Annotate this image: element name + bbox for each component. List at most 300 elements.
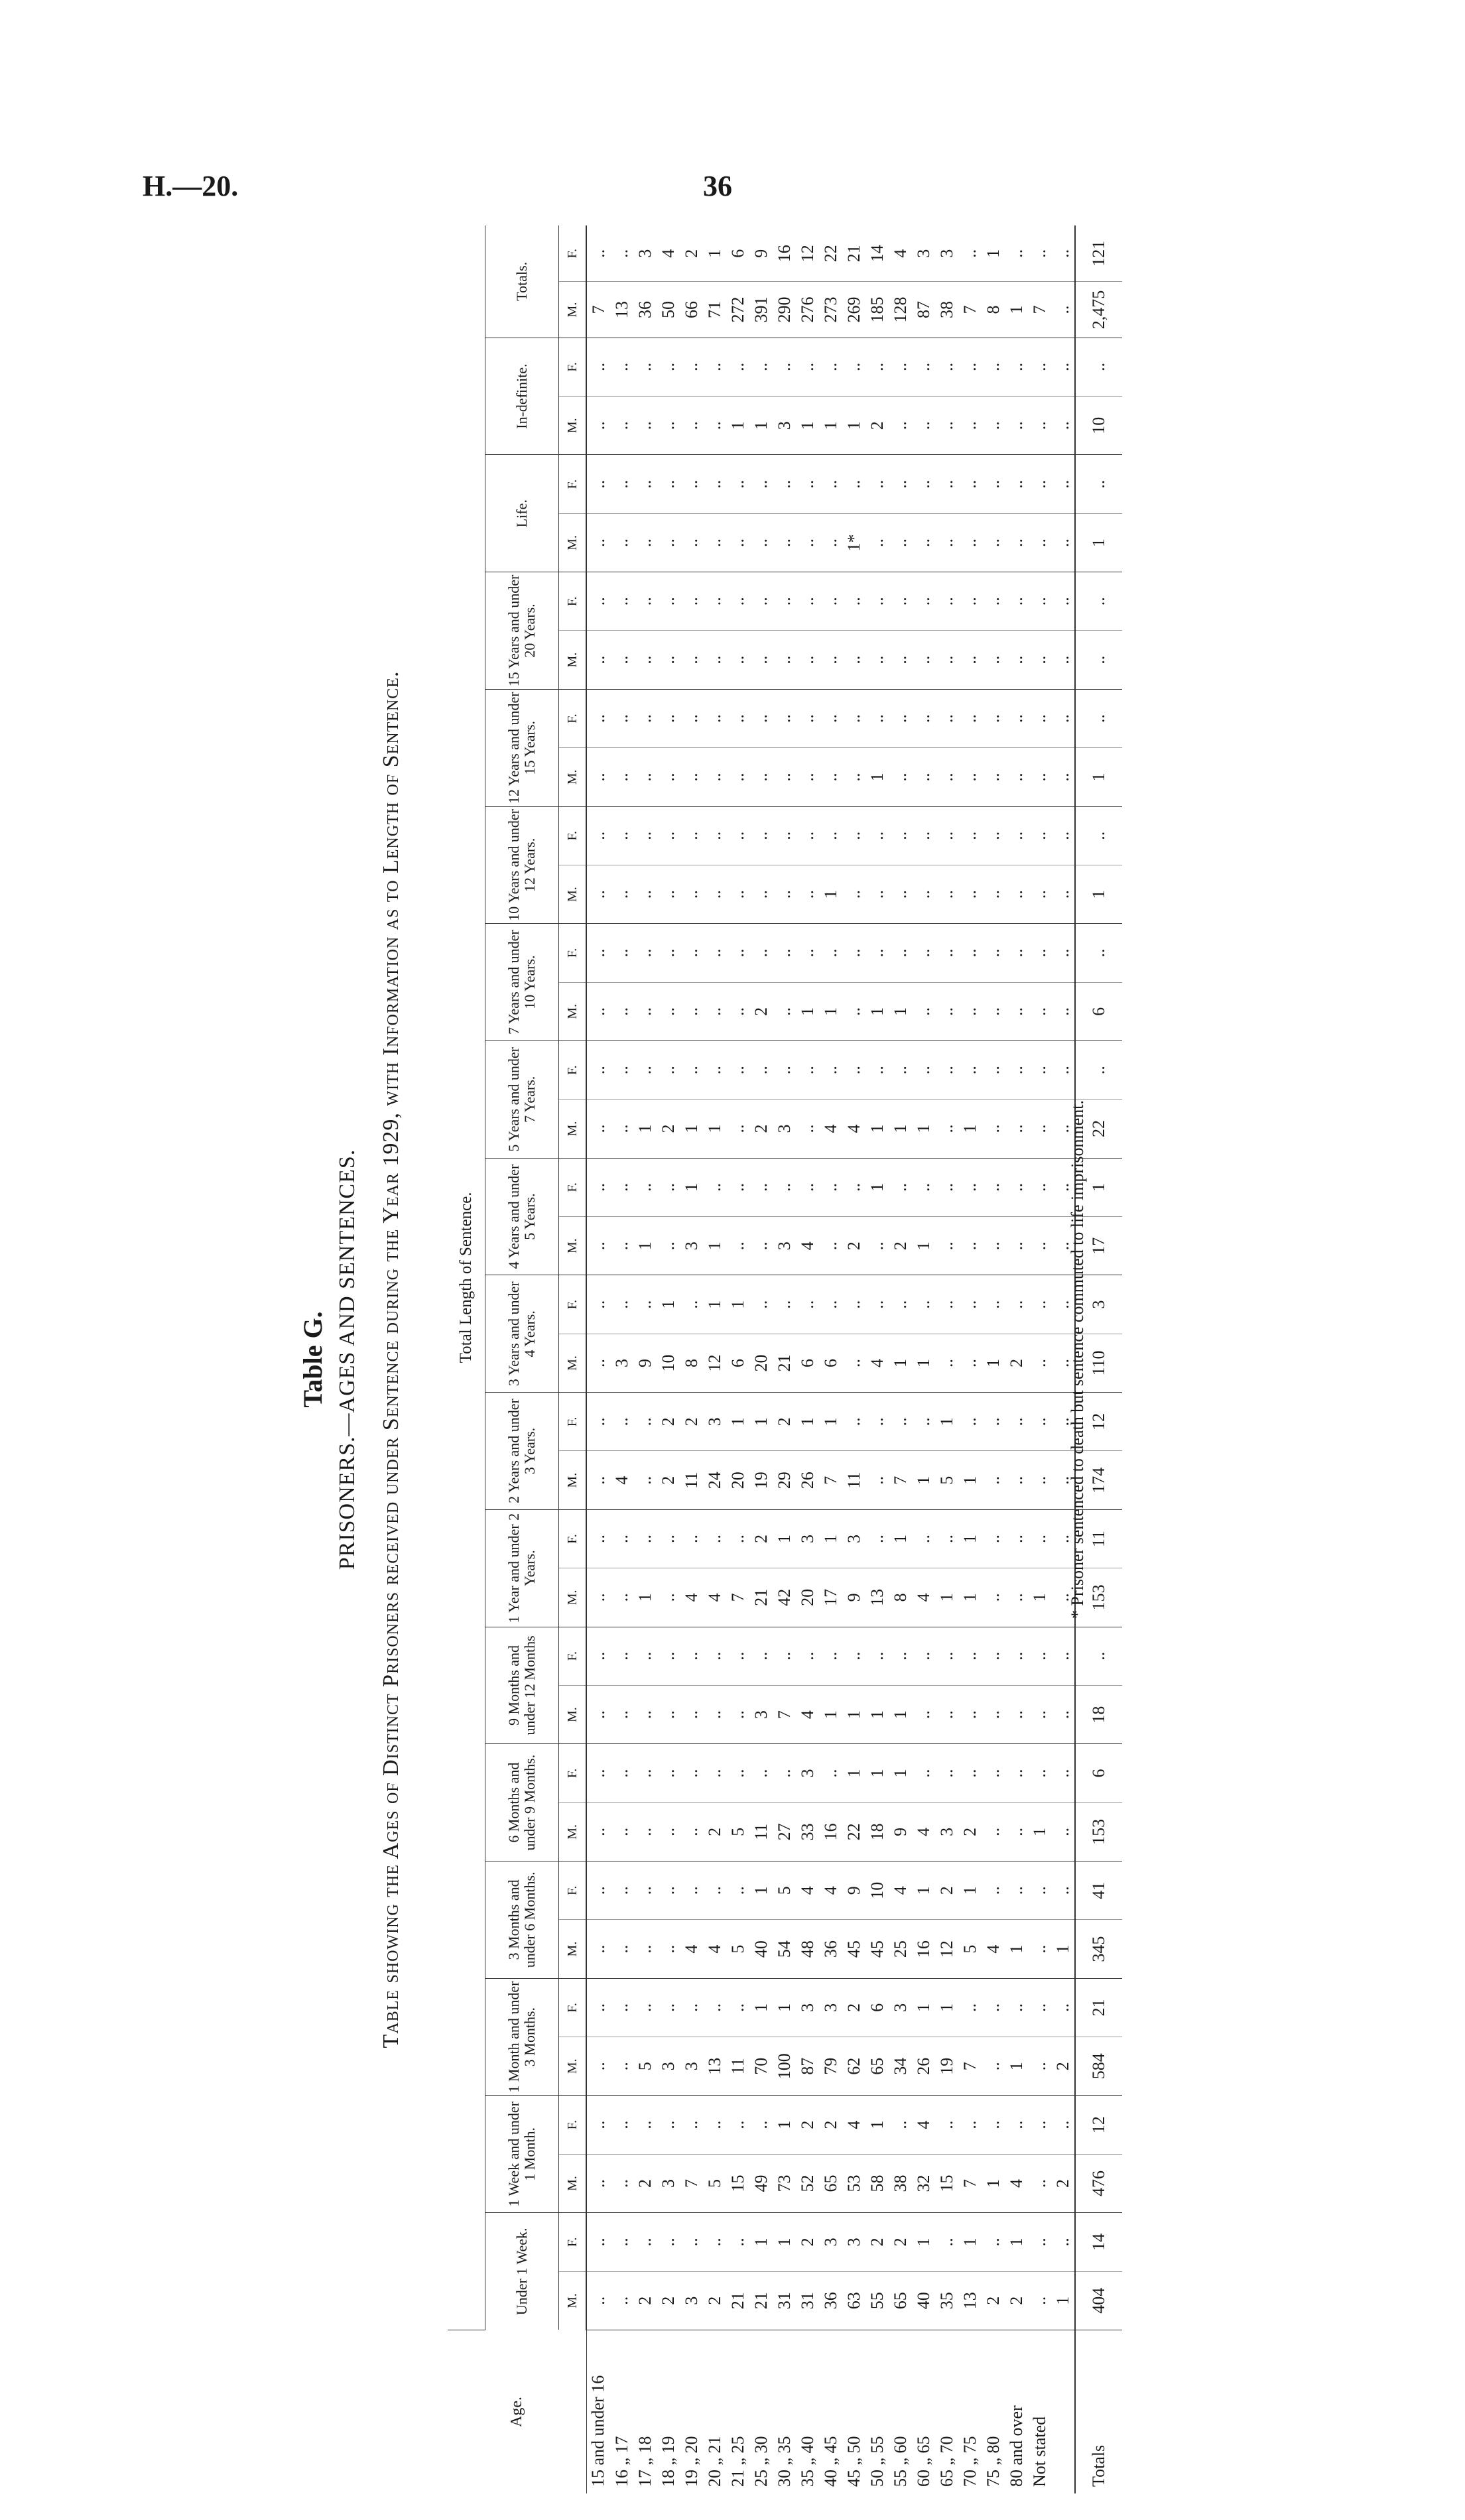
- table-cell: ..: [865, 572, 889, 631]
- table-cell: ..: [1028, 2213, 1051, 2271]
- table-row: [819, 225, 842, 2493]
- age-header: Age.: [448, 2330, 586, 2493]
- table-row: [610, 225, 633, 2493]
- totals-cell: 345: [1075, 1920, 1122, 1978]
- table-cell: 9: [889, 1802, 912, 1861]
- table-cell: ..: [749, 806, 773, 865]
- table-cell: ..: [703, 982, 726, 1040]
- table-cell: ..: [912, 1627, 935, 1685]
- table-cell: 6: [726, 1334, 749, 1392]
- female-subheader: F.: [559, 338, 587, 396]
- table-row: [842, 225, 865, 2493]
- table-cell: ..: [889, 513, 912, 572]
- female-subheader: F.: [559, 1744, 587, 1802]
- table-cell: 3: [842, 2213, 865, 2271]
- table-cell: 1: [726, 1275, 749, 1334]
- table-cell: ..: [586, 572, 610, 631]
- table-row: [1028, 225, 1051, 2493]
- table-cell: ..: [819, 338, 842, 396]
- age-cell: 19 „ 20: [681, 2436, 701, 2487]
- table-cell: ..: [680, 748, 703, 806]
- table-cell: 66: [680, 282, 703, 338]
- table-cell: 1: [749, 2213, 773, 2271]
- table-cell: ..: [586, 1685, 610, 1743]
- table-cell: ..: [912, 1158, 935, 1216]
- table-cell: 1: [703, 1275, 726, 1334]
- table-cell: 13: [865, 1568, 889, 1627]
- column-header: Under 1 Week.: [485, 2213, 559, 2330]
- table-cell: ..: [1051, 338, 1075, 396]
- table-cell: ..: [610, 1217, 633, 1275]
- table-cell: 8: [680, 1334, 703, 1392]
- male-subheader: M.: [559, 748, 587, 806]
- table-cell: ..: [889, 1393, 912, 1451]
- table-cell: ..: [935, 1627, 958, 1685]
- table-cell: 2: [1051, 2154, 1075, 2212]
- table-cell: ..: [1005, 1978, 1028, 2037]
- table-cell: ..: [1028, 1334, 1051, 1392]
- table-cell: 5: [726, 1920, 749, 1978]
- table-cell: 1: [796, 1393, 819, 1451]
- table-cell: ..: [935, 2096, 958, 2154]
- table-cell: 4: [912, 1802, 935, 1861]
- table-cell: ..: [726, 924, 749, 982]
- table-cell: ..: [958, 1158, 982, 1216]
- table-cell: ..: [703, 572, 726, 631]
- table-cell: ..: [1005, 1802, 1028, 1861]
- table-cell: ..: [1051, 1509, 1075, 1568]
- table-cell: ..: [657, 455, 680, 513]
- table-cell: ..: [680, 455, 703, 513]
- table-cell: ..: [749, 455, 773, 513]
- table-cell: 8: [889, 1568, 912, 1627]
- male-subheader: M.: [559, 1802, 587, 1861]
- table-cell: 40: [749, 1920, 773, 1978]
- table-cell: 6: [726, 225, 749, 282]
- table-cell: 1: [819, 1393, 842, 1451]
- table-cell: ..: [958, 2096, 982, 2154]
- table-cell: ..: [773, 631, 796, 689]
- table-cell: ..: [1005, 572, 1028, 631]
- table-cell: ..: [703, 631, 726, 689]
- table-cell: ..: [982, 1802, 1005, 1861]
- table-cell: 45: [842, 1920, 865, 1978]
- age-cell: 25 „ 30: [751, 2436, 771, 2487]
- table-cell: ..: [1005, 1158, 1028, 1216]
- table-cell: ..: [657, 1861, 680, 1920]
- table-cell: ..: [633, 513, 657, 572]
- table-cell: 1: [749, 1978, 773, 2037]
- table-cell: ..: [865, 1217, 889, 1275]
- table-cell: ..: [1028, 631, 1051, 689]
- table-cell: 7: [958, 282, 982, 338]
- table-cell: ..: [982, 1158, 1005, 1216]
- table-cell: ..: [680, 631, 703, 689]
- table-cell: ..: [796, 924, 819, 982]
- table-cell: ..: [657, 631, 680, 689]
- table-cell: 3: [889, 1978, 912, 2037]
- table-cell: ..: [657, 1568, 680, 1627]
- table-cell: ..: [703, 455, 726, 513]
- table-cell: ..: [935, 1334, 958, 1392]
- table-cell: 20: [749, 1334, 773, 1392]
- table-cell: 1: [796, 397, 819, 455]
- age-cell: 20 „ 21: [704, 2436, 724, 2487]
- table-cell: ..: [586, 1158, 610, 1216]
- table-cell: ..: [633, 1451, 657, 1509]
- table-cell: ..: [958, 1978, 982, 2037]
- table-cell: 1: [1005, 2213, 1028, 2271]
- table-cell: ..: [586, 397, 610, 455]
- table-cell: ..: [657, 1978, 680, 2037]
- table-cell: ..: [1005, 1861, 1028, 1920]
- table-cell: 1: [749, 1393, 773, 1451]
- table-cell: 100: [773, 2037, 796, 2096]
- table-cell: ..: [1005, 1568, 1028, 1627]
- table-cell: ..: [889, 572, 912, 631]
- table-cell: 1: [842, 397, 865, 455]
- table-cell: ..: [657, 1509, 680, 1568]
- table-cell: ..: [958, 1744, 982, 1802]
- age-cell: 35 „ 40: [797, 2436, 817, 2487]
- table-cell: ..: [633, 1685, 657, 1743]
- table-cell: 9: [842, 1861, 865, 1920]
- table-cell: ..: [749, 1158, 773, 1216]
- table-cell: ..: [842, 806, 865, 865]
- table-cell: ..: [1051, 2096, 1075, 2154]
- table-cell: ..: [958, 513, 982, 572]
- table-cell: 21: [773, 1334, 796, 1392]
- table-cell: 9: [842, 1568, 865, 1627]
- table-cell: ..: [610, 1627, 633, 1685]
- table-cell: 3: [610, 1334, 633, 1392]
- table-cell: ..: [958, 455, 982, 513]
- table-cell: ..: [610, 1275, 633, 1334]
- table-cell: ..: [610, 865, 633, 923]
- table-cell: ..: [819, 748, 842, 806]
- table-cell: 276: [796, 282, 819, 338]
- table-cell: ..: [773, 806, 796, 865]
- table-cell: 19: [935, 2037, 958, 2096]
- female-subheader: F.: [559, 2096, 587, 2154]
- table-cell: ..: [610, 1509, 633, 1568]
- table-cell: ..: [657, 748, 680, 806]
- table-cell: ..: [610, 2213, 633, 2271]
- table-cell: ..: [773, 748, 796, 806]
- table-cell: 4: [680, 1920, 703, 1978]
- table-cell: 1: [982, 225, 1005, 282]
- female-subheader: F.: [559, 924, 587, 982]
- table-cell: 1: [889, 1685, 912, 1743]
- table-cell: 18: [865, 1802, 889, 1861]
- male-subheader: M.: [559, 982, 587, 1040]
- table-cell: ..: [1051, 2213, 1075, 2271]
- table-cell: ..: [912, 748, 935, 806]
- table-cell: ..: [982, 2096, 1005, 2154]
- table-cell: ..: [680, 689, 703, 747]
- table-cell: ..: [842, 1334, 865, 1392]
- table-row: [912, 225, 935, 2493]
- table-cell: ..: [610, 1920, 633, 1978]
- table-cell: ..: [749, 513, 773, 572]
- totals-cell: 1: [1075, 1158, 1122, 1216]
- table-cell: ..: [982, 1275, 1005, 1334]
- table-cell: 2: [680, 1393, 703, 1451]
- table-cell: 7: [726, 1568, 749, 1627]
- table-cell: ..: [703, 338, 726, 396]
- table-cell: 19: [749, 1451, 773, 1509]
- table-cell: 4: [865, 1334, 889, 1392]
- table-cell: 2: [865, 397, 889, 455]
- table-cell: 5: [703, 2154, 726, 2212]
- table-cell: ..: [633, 1275, 657, 1334]
- age-cell: 75 „ 80: [983, 2436, 1003, 2487]
- age-cell: 80 and over: [1006, 2405, 1026, 2487]
- table-cell: ..: [842, 631, 865, 689]
- table-cell: ..: [657, 1920, 680, 1978]
- column-header: 10 Years and under 12 Years.: [485, 806, 559, 924]
- table-cell: ..: [586, 1451, 610, 1509]
- table-cell: 3: [819, 1978, 842, 2037]
- table-cell: ..: [586, 1744, 610, 1802]
- table-cell: 38: [935, 282, 958, 338]
- table-cell: 4: [912, 2096, 935, 2154]
- table-cell: 16: [912, 1920, 935, 1978]
- table-cell: ..: [726, 338, 749, 396]
- table-cell: 1: [958, 1568, 982, 1627]
- table-cell: 3: [657, 2037, 680, 2096]
- table-cell: ..: [586, 1334, 610, 1392]
- table-cell: ..: [1028, 982, 1051, 1040]
- table-cell: 34: [889, 2037, 912, 2096]
- table-cell: 4: [796, 1861, 819, 1920]
- table-cell: ..: [819, 1158, 842, 1216]
- table-row: [749, 225, 773, 2493]
- table-row: [586, 225, 610, 2493]
- table-cell: ..: [1051, 924, 1075, 982]
- table-cell: 1: [680, 1158, 703, 1216]
- table-cell: ..: [889, 1275, 912, 1334]
- totals-cell: ..: [1075, 631, 1122, 689]
- table-cell: 3: [773, 397, 796, 455]
- table-cell: 13: [610, 282, 633, 338]
- table-cell: 1: [726, 1393, 749, 1451]
- table-description: Table showing the Ages of Distinct Prisoners received under Sentence during the Year 1929, with Information as to Length of Sentence.: [379, 670, 403, 2048]
- table-cell: ..: [657, 1158, 680, 1216]
- table-cell: ..: [610, 455, 633, 513]
- totals-cell: ..: [1075, 1040, 1122, 1099]
- table-cell: ..: [935, 1744, 958, 1802]
- table-cell: 1: [773, 1509, 796, 1568]
- table-cell: 128: [889, 282, 912, 338]
- table-cell: ..: [1051, 865, 1075, 923]
- age-cell: 17 „ 18: [635, 2436, 655, 2487]
- male-subheader: M.: [559, 513, 587, 572]
- table-cell: ..: [726, 1627, 749, 1685]
- table-cell: ..: [749, 1275, 773, 1334]
- table-cell: ..: [935, 1100, 958, 1158]
- table-cell: ..: [586, 1217, 610, 1275]
- table-cell: ..: [982, 689, 1005, 747]
- table-cell: ..: [958, 1275, 982, 1334]
- column-header: Life.: [485, 455, 559, 572]
- table-cell: 1: [958, 1451, 982, 1509]
- column-header: 2 Years and under 3 Years.: [485, 1393, 559, 1510]
- male-subheader: M.: [559, 1568, 587, 1627]
- table-cell: ..: [982, 1509, 1005, 1568]
- table-cell: ..: [1005, 1509, 1028, 1568]
- table-cell: ..: [1028, 1040, 1051, 1099]
- table-cell: ..: [935, 455, 958, 513]
- table-cell: ..: [726, 982, 749, 1040]
- table-cell: ..: [749, 572, 773, 631]
- table-cell: 4: [680, 1568, 703, 1627]
- table-cell: ..: [1051, 748, 1075, 806]
- page-number: 36: [703, 170, 732, 202]
- table-cell: ..: [633, 865, 657, 923]
- table-cell: ..: [726, 2096, 749, 2154]
- table-row: [796, 225, 819, 2493]
- table-cell: ..: [912, 924, 935, 982]
- table-cell: ..: [610, 2271, 633, 2330]
- table-cell: ..: [773, 865, 796, 923]
- table-cell: ..: [982, 1451, 1005, 1509]
- table-cell: 15: [726, 2154, 749, 2212]
- table-cell: ..: [982, 865, 1005, 923]
- table-cell: 3: [703, 1393, 726, 1451]
- table-cell: ..: [819, 631, 842, 689]
- table-cell: ..: [889, 865, 912, 923]
- table-cell: 3: [796, 1978, 819, 2037]
- table-cell: ..: [657, 924, 680, 982]
- table-cell: 4: [889, 1861, 912, 1920]
- table-cell: ..: [1051, 225, 1075, 282]
- table-cell: 71: [703, 282, 726, 338]
- table-cell: 3: [680, 1217, 703, 1275]
- table-cell: ..: [703, 924, 726, 982]
- table-cell: ..: [982, 2213, 1005, 2271]
- table-cell: 31: [773, 2271, 796, 2330]
- table-cell: 58: [865, 2154, 889, 2212]
- table-cell: ..: [1028, 1744, 1051, 1802]
- table-cell: ..: [657, 2096, 680, 2154]
- table-cell: ..: [982, 2037, 1005, 2096]
- table-cell: 1: [1005, 2037, 1028, 2096]
- table-cell: ..: [1005, 924, 1028, 982]
- table-cell: ..: [865, 631, 889, 689]
- totals-cell: 6: [1075, 1744, 1122, 1802]
- table-cell: 4: [703, 1920, 726, 1978]
- table-cell: ..: [1028, 689, 1051, 747]
- male-subheader: M.: [559, 2037, 587, 2096]
- age-cell: 40 „ 45: [820, 2436, 840, 2487]
- table-cell: ..: [819, 1627, 842, 1685]
- column-header: 6 Months and under 9 Months.: [485, 1744, 559, 1861]
- table-cell: ..: [865, 865, 889, 923]
- table-cell: 7: [819, 1451, 842, 1509]
- table-cell: ..: [680, 1040, 703, 1099]
- age-cell: 55 „ 60: [890, 2436, 910, 2487]
- table-cell: 5: [726, 1802, 749, 1861]
- table-cell: ..: [633, 1040, 657, 1099]
- table-cell: ..: [610, 2154, 633, 2212]
- table-cell: 12: [703, 1334, 726, 1392]
- table-cell: ..: [610, 1861, 633, 1920]
- table-cell: 4: [1005, 2154, 1028, 2212]
- table-cell: 3: [912, 225, 935, 282]
- table-cell: 2: [1051, 2037, 1075, 2096]
- table-cell: ..: [657, 1627, 680, 1685]
- table-cell: ..: [982, 572, 1005, 631]
- table-cell: 1: [749, 397, 773, 455]
- table-cell: ..: [773, 513, 796, 572]
- table-cell: ..: [935, 1275, 958, 1334]
- table-cell: ..: [773, 338, 796, 396]
- table-cell: ..: [703, 806, 726, 865]
- table-cell: ..: [773, 1275, 796, 1334]
- table-cell: 1: [912, 1861, 935, 1920]
- table-cell: 1: [819, 865, 842, 923]
- table-cell: ..: [1051, 806, 1075, 865]
- table-cell: 2: [1005, 2271, 1028, 2330]
- table-cell: ..: [726, 1685, 749, 1743]
- table-cell: ..: [586, 748, 610, 806]
- table-cell: ..: [726, 455, 749, 513]
- table-cell: ..: [982, 1100, 1005, 1158]
- table-cell: 55: [865, 2271, 889, 2330]
- table-cell: ..: [749, 865, 773, 923]
- table-cell: ..: [749, 2096, 773, 2154]
- age-cell: 60 „ 65: [913, 2436, 933, 2487]
- table-cell: 2: [749, 982, 773, 1040]
- table-cell: ..: [1051, 1744, 1075, 1802]
- table-cell: ..: [586, 1627, 610, 1685]
- table-cell: ..: [1028, 1627, 1051, 1685]
- age-cell: 21 „ 25: [728, 2436, 747, 2487]
- page-header-code: H.—20.: [143, 170, 239, 202]
- table-cell: ..: [1005, 1627, 1028, 1685]
- table-cell: 1: [912, 1451, 935, 1509]
- table-cell: 2: [773, 1393, 796, 1451]
- table-cell: ..: [912, 806, 935, 865]
- table-cell: ..: [586, 225, 610, 282]
- table-cell: 2: [633, 2154, 657, 2212]
- table-cell: 1: [819, 397, 842, 455]
- sentences-table: [448, 225, 1122, 2493]
- table-cell: ..: [633, 1744, 657, 1802]
- table-cell: 3: [935, 1802, 958, 1861]
- table-cell: ..: [819, 1275, 842, 1334]
- table-cell: ..: [633, 631, 657, 689]
- male-subheader: M.: [559, 282, 587, 338]
- column-header: 1 Month and under 3 Months.: [485, 1978, 559, 2096]
- table-cell: 2: [657, 1393, 680, 1451]
- table-cell: ..: [610, 982, 633, 1040]
- table-cell: ..: [958, 689, 982, 747]
- table-cell: 7: [680, 2154, 703, 2212]
- table-cell: 70: [749, 2037, 773, 2096]
- age-cell: 30 „ 35: [774, 2436, 794, 2487]
- table-cell: 1: [819, 982, 842, 1040]
- table-cell: 21: [842, 225, 865, 282]
- table-cell: ..: [982, 1393, 1005, 1451]
- totals-cell: 584: [1075, 2037, 1122, 2096]
- table-cell: 1: [773, 1978, 796, 2037]
- table-cell: ..: [657, 1217, 680, 1275]
- table-cell: ..: [1005, 1393, 1028, 1451]
- table-cell: 20: [726, 1451, 749, 1509]
- table-cell: 2: [703, 1802, 726, 1861]
